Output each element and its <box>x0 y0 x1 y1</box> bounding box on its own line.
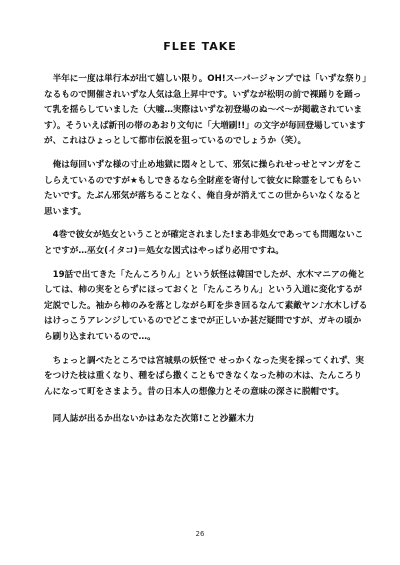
paragraph-2: 俺は毎回いずな様の寸止め地獄に悶々として、邪気に操られせっせとマンガをこしらえているのですが★もしできるなら全財産を寄付して彼女に除霊をしてもらいたいです。たぶん邪気が落ちることなく、俺自身が消えてこの世からいなくなると思います。 <box>44 159 362 217</box>
paragraph-3: 4巻で彼女が処女ということが確定されました!まあ非処女であっても問題ないことですが…巫女(イタコ)＝処女な図式はやっぱり必用ですね。 <box>44 230 364 256</box>
closing-line: 同人誌が出るか出ないかはあなた次第!こと沙羅木力 <box>52 414 255 425</box>
paragraph-1: 半年に一度は単行本が出て嬉しい限り。OH!スーパージャンプでは「いずな祭り」なるもので開催されいずな人気は急上昇中です。いずなが松明の前で裸踊りを踊って乳を揺らしていました（大嘘…実際はいずな初登場のぬ～べ～が掲載されています）。そういえば新刊の帯のあおり文句に「大増刷!!」の文字が毎回登場していますが、これはひょっとして都市伝説を狙っているのでしょうか（笑）。 <box>44 74 367 147</box>
page-title: FLEE TAKE <box>163 40 237 53</box>
afterword-body <box>44 72 369 428</box>
paragraph-5: ちょっと調べたところでは宮城県の妖怪で せっかくなった実を採ってくれず、実をつけた枝は重くなり、種をばら撒くこともできなくなった柿の木は、たんころりんになって町をさまよう。昔の日本人の想像力とその意味の深さに脱帽です。 <box>44 355 365 397</box>
paragraph-4: 19話で出てきた「たんころりん」という妖怪は韓国でしたが、水木マニアの俺としては、柿の実をとらずにほっておくと「たんころりん」という入道に変化するが定説でした。袖から柿のみを落としながら町を歩き回るなんて素敵ヤン♪水木しげるはけっこうアレンジしているのでどこまでが正しいか甚だ疑問ですが、ガキの頃から刷り込まれているので…。 <box>44 269 368 342</box>
page-number: 26 <box>195 530 205 538</box>
